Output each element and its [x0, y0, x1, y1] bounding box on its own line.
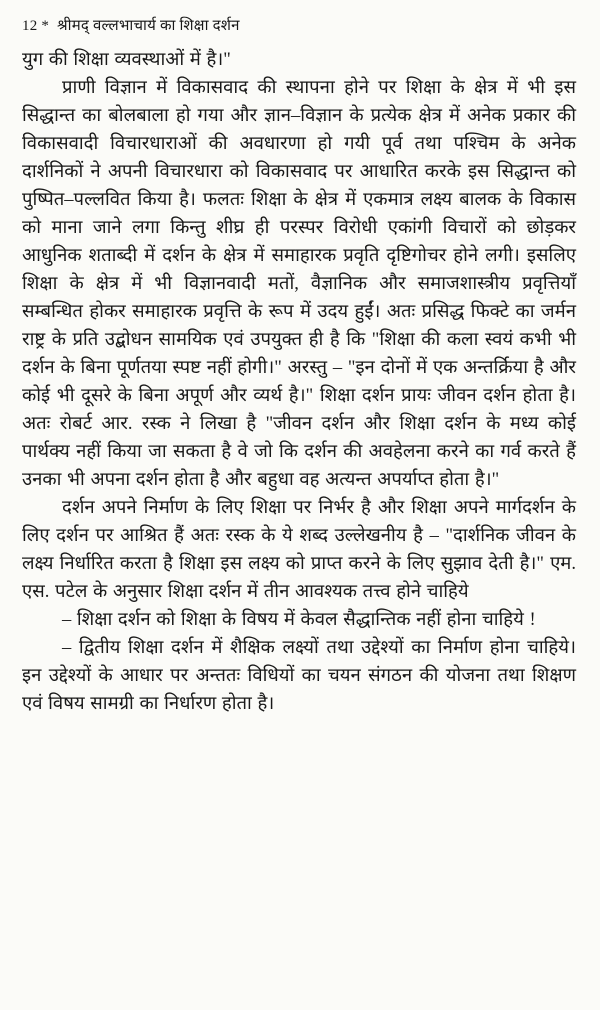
body-paragraph-bullet: – द्वितीय शिक्षा दर्शन में शैक्षिक लक्ष्यों तथा उद्देश्यों का निर्माण होना चाहिये। इन उद्देश्यों के आधार पर अन्ततः विधियों का चयन संगठन की योजना तथा शिक्षण एवं विषय सामग्री का निर्धारण होता है। [22, 638, 576, 714]
body-paragraph-continuation: युग की शिक्षा व्यवस्थाओं में है।" [22, 50, 231, 70]
body-paragraph: प्राणी विज्ञान में विकासवाद की स्थापना होने पर शिक्षा के क्षेत्र में भी इस सिद्धान्त का बोलबाला हो गया और ज्ञान–विज्ञान के प्रत्येक क्षेत्र में अनेक प्रकार की विकासवादी विचारधाराओं की अवधारणा हो गयी पूर्व तथा पश्चिम के अनेक दार्शनिकों ने अपनी विचारधारा को विकासवाद पर आधारित करके इस सिद्धान्त को पुष्पित–पल्लवित किया है। फलतः शिक्षा के क्षेत्र में एकमात्र लक्ष्य बालक के विकास को माना जाने लगा किन्तु शीघ्र ही परस्पर विरोधी एकांगी विचारों को छोड़कर आधुनिक शताब्दी में दर्शन के क्षेत्र में समाहारक प्रवृति दृष्टिगोचर होने लगी। इसलिए शिक्षा के क्षेत्र में भी विज्ञानवादी मतों, वैज्ञानिक और समाजशास्त्रीय प्रवृत्तियाँ सम्बन्धित होकर समाहारक प्रवृत्ति के रूप में उदय हुईं। अतः प्रसिद्ध फिक्टे का जर्मन राष्ट्र के प्रति उद्बोधन सामयिक एवं उपयुक्त ही है कि "शिक्षा की कला स्वयं कभी भी दर्शन के बिना पूर्णतया स्पष्ट नहीं होगी।" अरस्तु – "इन दोनों में एक अन्तर्क्रिया है और कोई भी दूसरे के बिना अपूर्ण और व्यर्थ है।" शिक्षा दर्शन प्रायः जीवन दर्शन होता है। अतः रोबर्ट आर. रस्क ने लिखा है "जीवन दर्शन और शिक्षा दर्शन के मध्य कोई पार्थक्य नहीं किया जा सकता है वे जो कि दर्शन की अवहेलना करने का गर्व करते हैं उनका भी अपना दर्शन होता है और बहुधा वह अत्यन्त अपर्याप्त होता है।" [22, 78, 576, 490]
page-body [22, 46, 576, 718]
page-number: 12 * [22, 18, 50, 34]
body-paragraph-bullet: – शिक्षा दर्शन को शिक्षा के विषय में केवल सैद्धान्तिक नहीं होना चाहिये ! [62, 610, 536, 630]
body-paragraph: दर्शन अपने निर्माण के लिए शिक्षा पर निर्भर है और शिक्षा अपने मार्गदर्शन के लिए दर्शन पर आश्रित हैं अतः रस्क के ये शब्द उल्लेखनीय है – "दार्शनिक जीवन के लक्ष्य निर्धारित करता है शिक्षा इस लक्ष्य को प्राप्त करने के लिए सुझाव देती है।" एम. एस. पटेल के अनुसार शिक्षा दर्शन में तीन आवश्यक तत्त्व होने चाहिये [22, 498, 576, 602]
running-head-title: श्रीमद् वल्लभाचार्य का शिक्षा दर्शन [57, 18, 240, 34]
page-header [22, 16, 576, 36]
